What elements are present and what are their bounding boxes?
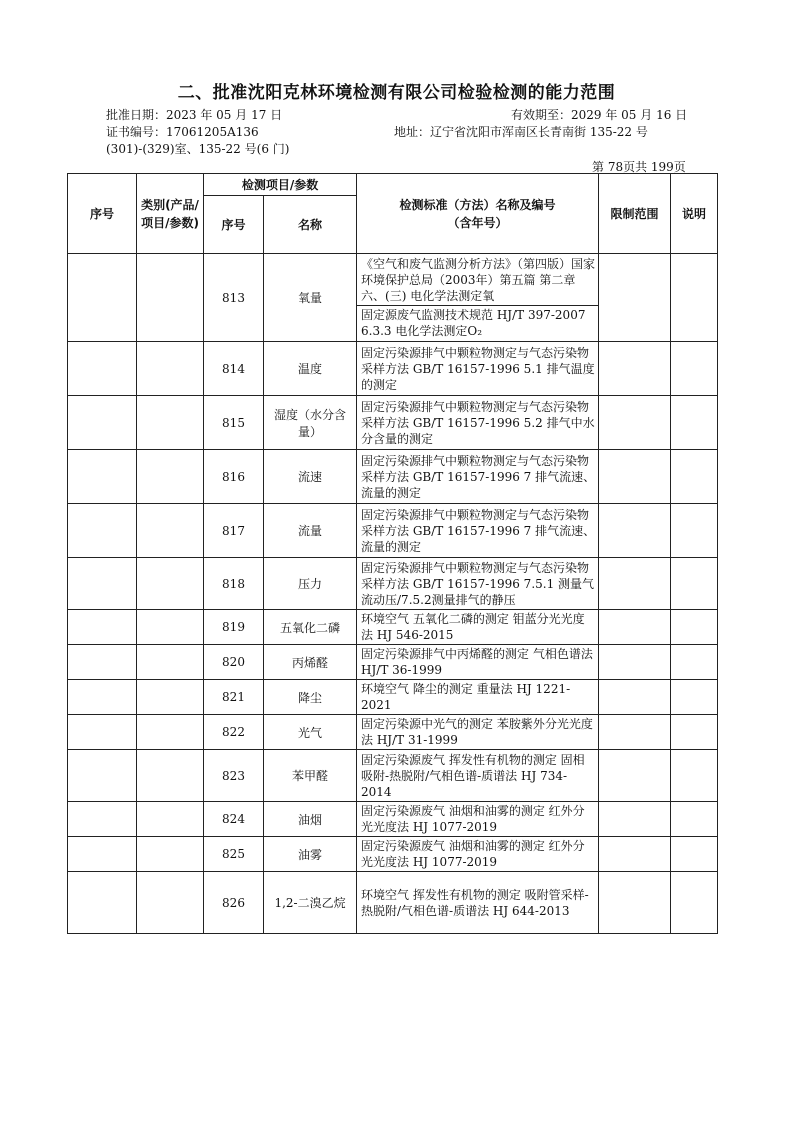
method-standard: 环境空气 降尘的测定 重量法 HJ 1221-2021 bbox=[361, 682, 571, 712]
method-standard-alt: 固定源废气监测技术规范 HJ/T 397-2007 6.3.3 电化学法测定O₂ bbox=[357, 305, 598, 339]
item-name: 流量 bbox=[264, 504, 357, 558]
row-category-cell bbox=[137, 254, 204, 342]
table-row bbox=[68, 872, 718, 934]
method-standard-cell bbox=[357, 715, 599, 750]
page-title: 二、批准沈阳克林环境检测有限公司检验检测的能力范围 bbox=[177, 83, 616, 103]
method-standard: 固定污染源排气中丙烯醛的测定 气相色谱法 HJ/T 36-1999 bbox=[361, 647, 593, 677]
item-seq: 815 bbox=[204, 396, 264, 450]
method-standard: 固定污染源排气中颗粒物测定与气态污染物采样方法 GB/T 16157-1996 7 排气流速、流量的测定 bbox=[361, 453, 596, 500]
note-cell bbox=[671, 558, 718, 610]
row-category-cell bbox=[137, 680, 204, 715]
valid-until: 有效期至：2029 年 05 月 16 日 bbox=[511, 108, 688, 122]
approval-date: 批准日期：2023 年 05 月 17 日 bbox=[106, 108, 283, 122]
method-standard: 固定污染源废气 挥发性有机物的测定 固相吸附-热脱附/气相色谱-质谱法 HJ 734-2014 bbox=[361, 752, 585, 799]
row-category-cell bbox=[137, 342, 204, 396]
row-seq-cell bbox=[68, 750, 137, 802]
method-standard: 固定污染源排气中颗粒物测定与气态污染物采样方法 GB/T 16157-1996 7.5.1 测量气流动压/7.5.2测量排气的静压 bbox=[361, 560, 595, 607]
page-number: 第 78页共 199页 bbox=[592, 160, 686, 174]
method-standard: 环境空气 五氧化二磷的测定 钼蓝分光光度法 HJ 546-2015 bbox=[361, 612, 585, 642]
scope-table bbox=[67, 173, 718, 934]
item-seq: 823 bbox=[204, 750, 264, 802]
row-seq-cell bbox=[68, 872, 137, 934]
address-continued: (301)-(329)室、135-22 号(6 门) bbox=[106, 142, 290, 156]
table-row bbox=[68, 342, 718, 396]
row-seq-cell bbox=[68, 680, 137, 715]
method-standard-cell bbox=[357, 750, 599, 802]
note-cell bbox=[671, 645, 718, 680]
item-name: 苯甲醛 bbox=[264, 750, 357, 802]
row-seq-cell bbox=[68, 504, 137, 558]
limit-cell bbox=[599, 254, 671, 342]
item-name: 1,2-二溴乙烷 bbox=[264, 872, 357, 934]
address: 地址：辽宁省沈阳市浑南区长青南街 135-22 号 bbox=[394, 125, 648, 139]
table-row bbox=[68, 802, 718, 837]
row-category-cell bbox=[137, 802, 204, 837]
method-standard-cell bbox=[357, 872, 599, 934]
table-row bbox=[68, 837, 718, 872]
limit-cell bbox=[599, 342, 671, 396]
item-name: 降尘 bbox=[264, 680, 357, 715]
limit-cell bbox=[599, 610, 671, 645]
row-category-cell bbox=[137, 872, 204, 934]
col-standard: 检测标准（方法）名称及编号（含年号） bbox=[357, 174, 599, 254]
col-note: 说明 bbox=[671, 174, 718, 254]
item-seq: 819 bbox=[204, 610, 264, 645]
item-name: 丙烯醛 bbox=[264, 645, 357, 680]
row-seq-cell bbox=[68, 342, 137, 396]
item-seq: 822 bbox=[204, 715, 264, 750]
col-item-name: 名称 bbox=[264, 196, 357, 254]
col-seq: 序号 bbox=[68, 174, 137, 254]
item-name: 氧量 bbox=[264, 254, 357, 342]
item-seq: 816 bbox=[204, 450, 264, 504]
note-cell bbox=[671, 450, 718, 504]
note-cell bbox=[671, 872, 718, 934]
note-cell bbox=[671, 342, 718, 396]
item-name: 湿度（水分含量） bbox=[264, 396, 357, 450]
item-seq: 821 bbox=[204, 680, 264, 715]
limit-cell bbox=[599, 396, 671, 450]
method-standard: 固定污染源废气 油烟和油雾的测定 红外分光光度法 HJ 1077-2019 bbox=[361, 804, 585, 834]
item-seq: 814 bbox=[204, 342, 264, 396]
note-cell bbox=[671, 254, 718, 342]
item-name: 流速 bbox=[264, 450, 357, 504]
row-category-cell bbox=[137, 750, 204, 802]
item-seq: 817 bbox=[204, 504, 264, 558]
method-standard-cell bbox=[357, 558, 599, 610]
item-seq: 813 bbox=[204, 254, 264, 342]
row-category-cell bbox=[137, 504, 204, 558]
limit-cell bbox=[599, 680, 671, 715]
item-seq: 818 bbox=[204, 558, 264, 610]
method-standard-cell bbox=[357, 504, 599, 558]
row-category-cell bbox=[137, 396, 204, 450]
note-cell bbox=[671, 396, 718, 450]
method-standard-cell bbox=[357, 837, 599, 872]
limit-cell bbox=[599, 504, 671, 558]
method-standard: 固定污染源排气中颗粒物测定与气态污染物采样方法 GB/T 16157-1996 5.1 排气温度的测定 bbox=[361, 345, 595, 392]
method-standard: 固定污染源废气 油烟和油雾的测定 红外分光光度法 HJ 1077-2019 bbox=[361, 839, 585, 869]
row-seq-cell bbox=[68, 837, 137, 872]
method-standard: 固定污染源排气中颗粒物测定与气态污染物采样方法 GB/T 16157-1996 5.2 排气中水分含量的测定 bbox=[361, 399, 595, 446]
table-row bbox=[68, 254, 718, 342]
row-seq-cell bbox=[68, 558, 137, 610]
note-cell bbox=[671, 750, 718, 802]
limit-cell bbox=[599, 837, 671, 872]
method-standard-cell bbox=[357, 254, 599, 342]
item-seq: 820 bbox=[204, 645, 264, 680]
method-standard: 《空气和废气监测分析方法》（第四版）国家环境保护总局（2003年）第五篇 第二章 六、(三) 电化学法测定氧 bbox=[361, 257, 596, 303]
method-standard: 固定污染源排气中颗粒物测定与气态污染物采样方法 GB/T 16157-1996 7 排气流速、流量的测定 bbox=[361, 507, 596, 554]
table-row bbox=[68, 504, 718, 558]
table-row bbox=[68, 680, 718, 715]
row-seq-cell bbox=[68, 254, 137, 342]
note-cell bbox=[671, 610, 718, 645]
method-standard-cell bbox=[357, 680, 599, 715]
row-category-cell bbox=[137, 837, 204, 872]
row-seq-cell bbox=[68, 450, 137, 504]
limit-cell bbox=[599, 872, 671, 934]
limit-cell bbox=[599, 802, 671, 837]
row-seq-cell bbox=[68, 645, 137, 680]
item-name: 油烟 bbox=[264, 802, 357, 837]
item-seq: 825 bbox=[204, 837, 264, 872]
row-seq-cell bbox=[68, 396, 137, 450]
limit-cell bbox=[599, 558, 671, 610]
row-seq-cell bbox=[68, 610, 137, 645]
table-row bbox=[68, 715, 718, 750]
item-name: 压力 bbox=[264, 558, 357, 610]
limit-cell bbox=[599, 450, 671, 504]
col-limit: 限制范围 bbox=[599, 174, 671, 254]
table-row bbox=[68, 750, 718, 802]
method-standard-cell bbox=[357, 450, 599, 504]
col-item-group: 检测项目/参数 bbox=[204, 174, 357, 196]
row-category-cell bbox=[137, 645, 204, 680]
row-seq-cell bbox=[68, 802, 137, 837]
limit-cell bbox=[599, 715, 671, 750]
row-category-cell bbox=[137, 715, 204, 750]
note-cell bbox=[671, 837, 718, 872]
note-cell bbox=[671, 680, 718, 715]
method-standard-cell bbox=[357, 342, 599, 396]
note-cell bbox=[671, 802, 718, 837]
certificate-number: 证书编号：17061205A136 bbox=[106, 125, 259, 139]
item-seq: 824 bbox=[204, 802, 264, 837]
item-name: 温度 bbox=[264, 342, 357, 396]
item-name: 油雾 bbox=[264, 837, 357, 872]
method-standard: 固定污染源中光气的测定 苯胺紫外分光光度法 HJ/T 31-1999 bbox=[361, 717, 593, 747]
table-row bbox=[68, 450, 718, 504]
row-category-cell bbox=[137, 558, 204, 610]
item-seq: 826 bbox=[204, 872, 264, 934]
item-name: 光气 bbox=[264, 715, 357, 750]
limit-cell bbox=[599, 750, 671, 802]
col-category: 类别(产品/项目/参数) bbox=[137, 174, 204, 254]
item-name: 五氧化二磷 bbox=[264, 610, 357, 645]
row-category-cell bbox=[137, 610, 204, 645]
table-row bbox=[68, 558, 718, 610]
table-row bbox=[68, 396, 718, 450]
limit-cell bbox=[599, 645, 671, 680]
note-cell bbox=[671, 504, 718, 558]
row-seq-cell bbox=[68, 715, 137, 750]
method-standard-cell bbox=[357, 610, 599, 645]
table-row bbox=[68, 645, 718, 680]
table-row bbox=[68, 610, 718, 645]
method-standard: 环境空气 挥发性有机物的测定 吸附管采样-热脱附/气相色谱-质谱法 HJ 644-2013 bbox=[361, 887, 589, 918]
method-standard-cell bbox=[357, 645, 599, 680]
method-standard-cell bbox=[357, 802, 599, 837]
row-category-cell bbox=[137, 450, 204, 504]
method-standard-cell bbox=[357, 396, 599, 450]
col-item-seq: 序号 bbox=[204, 196, 264, 254]
note-cell bbox=[671, 715, 718, 750]
